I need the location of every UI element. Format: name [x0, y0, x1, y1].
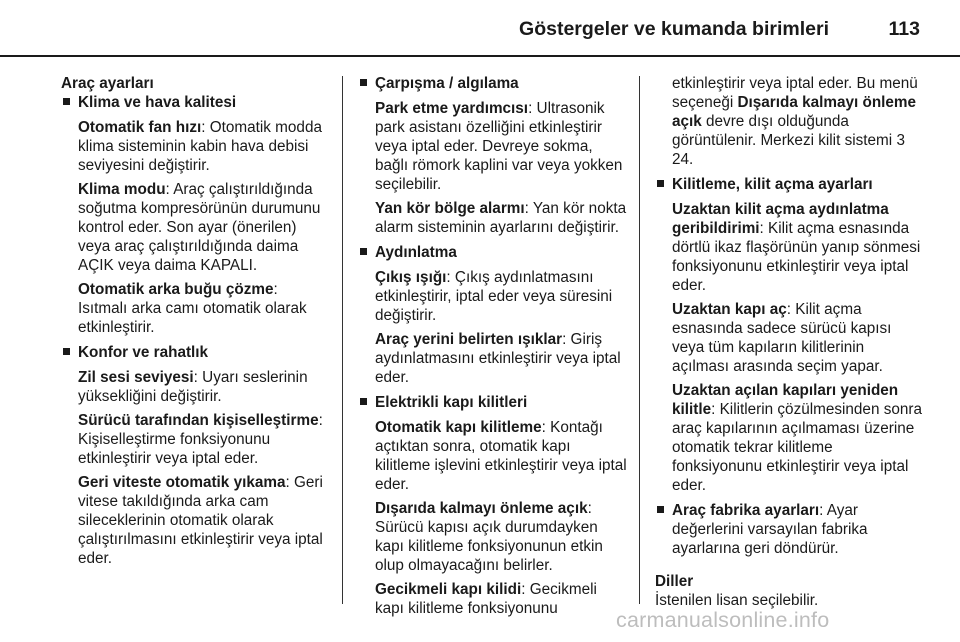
setting-term: Uzaktan açılan kapıları yeniden kilitle: [672, 382, 899, 418]
continued-text: [655, 74, 925, 169]
column-1: [61, 74, 327, 573]
setting-term: Çıkış ışığı: [375, 269, 447, 286]
setting-term: Klima modu: [78, 181, 166, 198]
column-divider: [639, 76, 640, 604]
setting-desc: : Çıkış aydınlatmasını etkinleştirir, iptal eder veya süresini değiştirir.: [375, 269, 613, 324]
setting-desc: : Isıtmalı arka camı otomatik olarak etkinleştirir.: [78, 281, 307, 336]
setting-term: Uzaktan kapı aç: [672, 301, 787, 318]
bullet-item: Kilitleme, kilit açma ayarları: [655, 175, 925, 194]
setting-desc: : Kilit açma esnasında sadece sürücü kapısı veya tüm kapıların kilitlerinin açılması arasında seçim yapar.: [672, 301, 892, 375]
bullet-item: [655, 501, 925, 558]
setting-term: Araç fabrika ayarları: [672, 502, 820, 519]
setting-term: Otomatik arka buğu çözme: [78, 281, 274, 298]
setting-term: Yan kör bölge alarmı: [375, 200, 525, 217]
setting-desc: : Geri vitese takıldığında arka cam sileceklerinin otomatik olarak çalıştırılmasını etkinleştirir veya iptal eder.: [78, 474, 323, 567]
section-text: İstenilen lisan seçilebilir.: [655, 592, 819, 609]
setting-entry: [358, 580, 628, 618]
setting-desc: : Uyarı seslerinin yüksekliğini değiştirir.: [78, 369, 308, 405]
page-number: 113: [888, 18, 920, 40]
text-run: etkinleştirir veya iptal eder. Bu menü seçeneği: [672, 75, 918, 111]
column-divider: [342, 76, 343, 604]
setting-desc: : Kilit açma esnasında dörtlü ikaz flaşörünün yanıp sönmesi fonksiyonunu etkinleştirir veya iptal eder.: [672, 220, 921, 294]
setting-term: Sürücü tarafından kişiselleştirme: [78, 412, 319, 429]
setting-entry: [61, 180, 327, 275]
bullet-item: Aydınlatma: [358, 243, 628, 262]
setting-term: Gecikmeli kapı kilidi: [375, 581, 522, 598]
setting-entry: [61, 368, 327, 406]
setting-entry: [61, 280, 327, 337]
setting-term: Otomatik fan hızı: [78, 119, 202, 136]
page-title: Göstergeler ve kumanda birimleri: [519, 18, 829, 40]
setting-desc: : Giriş aydınlatmasını etkinleştirir veya iptal eder.: [375, 331, 621, 386]
setting-entry: [655, 381, 925, 495]
setting-term: Park etme yardımcısı: [375, 100, 529, 117]
bullet-item: Klima ve hava kalitesi: [61, 93, 327, 112]
setting-desc: : Sürücü kapısı açık durumdayken kapı kilitleme fonksiyonunun etkin olup olmayacağını belirler.: [375, 500, 603, 574]
setting-entry: [61, 473, 327, 568]
setting-entry: [358, 199, 628, 237]
section-heading: Araç ayarları: [61, 75, 154, 92]
setting-entry: [358, 499, 628, 575]
setting-entry: [358, 330, 628, 387]
bullet-item: Çarpışma / algılama: [358, 74, 628, 93]
setting-entry: [358, 99, 628, 194]
bullet-item: Konfor ve rahatlık: [61, 343, 327, 362]
setting-entry: [61, 411, 327, 468]
section-heading: Diller: [655, 573, 694, 590]
setting-entry: [655, 200, 925, 295]
bullet-item: Elektrikli kapı kilitleri: [358, 393, 628, 412]
setting-term: Dışarıda kalmayı önleme açık: [375, 500, 588, 517]
setting-desc: : Araç çalıştırıldığında soğutma kompresörünün durumunu kontrol eder. Son ayar (önerilen) veya araç çalıştırıldığında daima AÇIK veya daima KAPALI.: [78, 181, 321, 274]
setting-term: Geri viteste otomatik yıkama: [78, 474, 286, 491]
setting-desc: : Ayar değerlerini varsayılan fabrika ayarlarına geri döndürür.: [672, 502, 868, 557]
watermark: carmanualsonline.info: [616, 608, 830, 632]
setting-desc: : Otomatik modda klima sisteminin kabin hava debisi seviyesini değiştirir.: [78, 119, 322, 174]
setting-desc: : Ultrasonik park asistanı özelliğini etkinleştirir veya iptal eder. Devreye sokma, bağlı römork kaplini var veya yokken seçilebilir.: [375, 100, 623, 193]
setting-entry: [61, 118, 327, 175]
header-rule: [0, 55, 960, 57]
setting-term: Dışarıda kalmayı önleme açık: [672, 94, 917, 130]
setting-desc: : Kişiselleştirme fonksiyonunu etkinleştirir veya iptal eder.: [78, 412, 323, 467]
column-2: [358, 74, 628, 623]
setting-entry: [358, 268, 628, 325]
setting-desc: : Gecikmeli kapı kilitleme fonksiyonunu: [375, 581, 597, 617]
setting-term: Araç yerini belirten ışıklar: [375, 331, 563, 348]
setting-entry: [655, 300, 925, 376]
setting-term: Otomatik kapı kilitleme: [375, 419, 542, 436]
column-3: [655, 74, 925, 610]
setting-desc: : Yan kör nokta alarm sisteminin ayarlarını değiştirir.: [375, 200, 627, 236]
setting-desc: : Kilitlerin çözülmesinden sonra araç kapılarının açılmaması üzerine otomatik tekrar kilitleme fonksiyonunu etkinleştirir veya iptal eder.: [672, 401, 922, 494]
text-run: devre dışı olduğunda görüntülenir. Merkezi kilit sistemi: [672, 113, 897, 149]
setting-entry: [358, 418, 628, 494]
setting-term: Uzaktan kilit açma aydınlatma geribildirimi: [672, 201, 889, 237]
page-reference-icon: 3: [896, 132, 905, 149]
page-reference[interactable]: 24.: [672, 151, 694, 168]
setting-term: Zil sesi seviyesi: [78, 369, 194, 386]
setting-desc: : Kontağı açtıktan sonra, otomatik kapı kilitleme işlevini etkinleştirir veya iptal eder.: [375, 419, 627, 493]
